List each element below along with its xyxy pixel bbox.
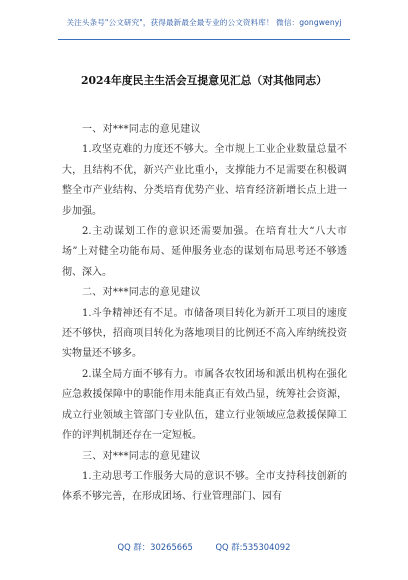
section-heading: 三、对***同志的意见建议 [82, 450, 201, 462]
paragraph: 1.攻坚克难的力度还不够大。全市规上工业企业数量总量不大，且结构不优，新兴产业比重小，支撑能力不足需要在积极调整全市产业结构、分类培育优势产业、培育经济新增长点上进一步加强。 [62, 144, 347, 217]
paragraph: 1.斗争精神还有不足。市储备项目转化为新开工项目的速度还不够快，招商项目转化为落地项目的比例还不高入库纳统投资实物量还不够多。 [62, 307, 347, 360]
header-banner: 关注头条号"公文研究"，获得最新最全最专业的公文资料库！ 微信：gongwenyj [66, 18, 342, 27]
footer-qq-group-2: QQ 群:535304092 [215, 542, 291, 552]
header-divider [58, 39, 350, 40]
footer [0, 541, 408, 553]
section-heading: 一、对***同志的意见建议 [82, 124, 201, 135]
footer-qq-group-1: QQ 群：30265665 [117, 542, 193, 552]
document-title: 2024年度民主生活会互提意见汇总（对其他同志） [81, 74, 327, 87]
document-body [62, 120, 347, 508]
section-heading: 二、对***同志的意见建议 [82, 287, 201, 299]
paragraph: 2.谋全局方面不够有力。市属各农牧团场和派出机构在强化应急救援保障中的职能作用未能真正有效凸显，统筹社会资源，成立行业领域主管部门专业队伍，建立行业领域应急救援保障工作的评判机制还存在一定短板。 [62, 368, 347, 442]
paragraph: 1.主动思考工作服务大局的意识不够。全市支持科技创新的体系不够完善，在形成团场、行业管理部门、园有 [62, 470, 347, 503]
paragraph: 2.主动谋划工作的意识还需要加强。在培育壮大“八大市场”上对健全功能布局、延伸服务业态的谋划布局思考还不够透彻、深入。 [62, 226, 347, 278]
